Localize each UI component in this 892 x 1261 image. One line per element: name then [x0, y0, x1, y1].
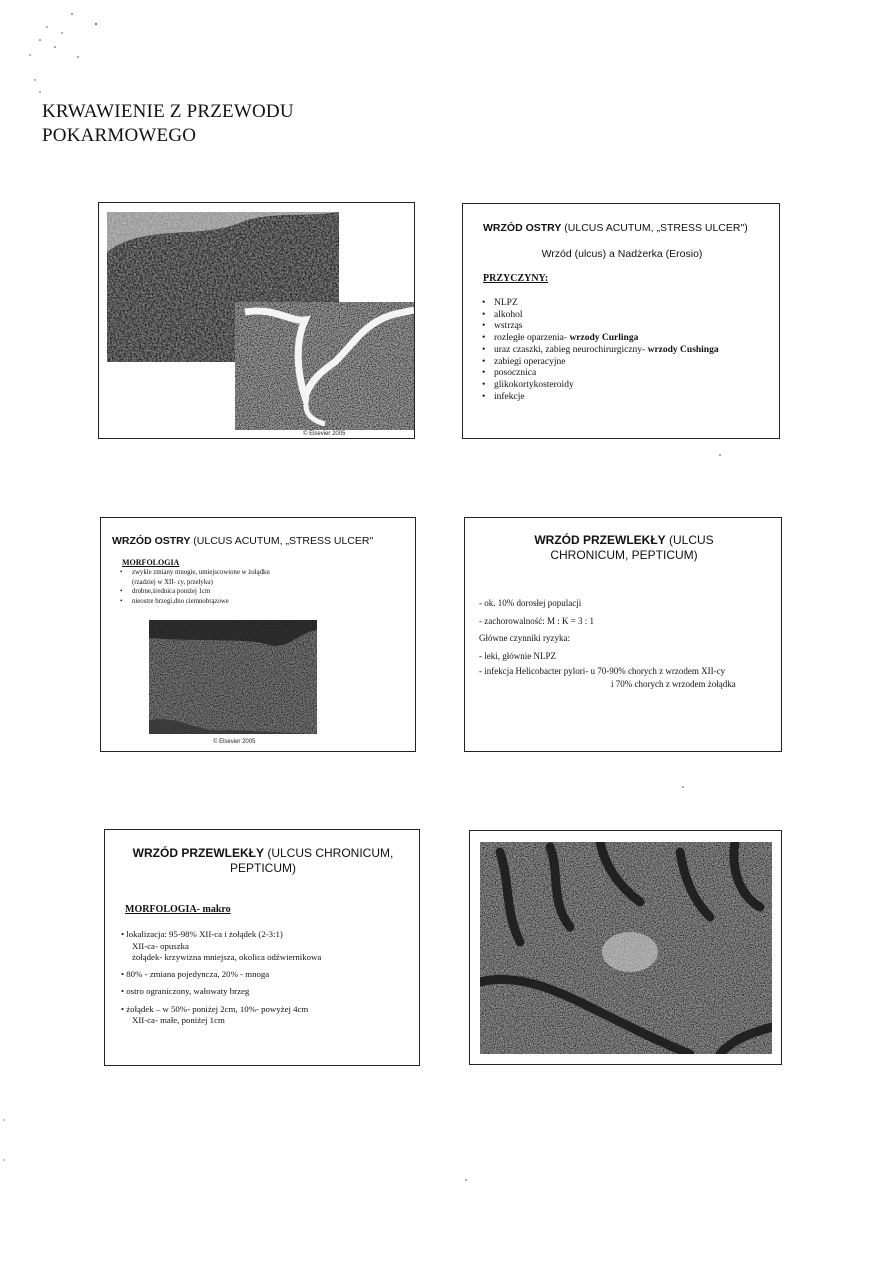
- list-item: [118, 597, 270, 607]
- slide-4-line3: Główne czynniki ryzyka:: [479, 633, 570, 643]
- list-item-text: posocznica: [494, 368, 537, 379]
- list-item-text: nieostre brzegi,dno ciemnobrązowe: [132, 597, 229, 605]
- list-item: [480, 298, 719, 310]
- slide-1-images: [98, 202, 415, 439]
- slide-4-wrzod-przewlekly: [464, 517, 782, 752]
- slide-5-section: MORFOLOGIA- makro: [125, 904, 231, 915]
- slide-3-title: [112, 535, 373, 547]
- list-item-text: rozległe oparzenia-: [494, 333, 570, 344]
- list-item: [480, 357, 719, 369]
- list-item: [480, 321, 719, 333]
- slide-3-title-bold: WRZÓD OSTRY: [112, 535, 191, 547]
- slide-5-title-bold: WRZÓD PRZEWLEKŁY: [132, 846, 264, 860]
- list-item: [118, 587, 270, 597]
- list-item-text: drobne,średnica poniżej 1cm: [132, 588, 211, 595]
- ulcer-photo: [480, 842, 772, 1054]
- slide-2-section: PRZYCZYNY:: [483, 273, 549, 284]
- slide-6-image: [469, 830, 782, 1065]
- slide-4-line5: - infekcja Helicobacter pylori- u 70-90% chorych z wrzodem XII-cy: [479, 666, 726, 676]
- list-item-text: NLPZ: [494, 298, 518, 308]
- list-item-text: (rzadziej w XII- cy, przełyku): [132, 578, 213, 586]
- histology-image-2: [235, 302, 414, 430]
- list-item-bold-text: wrzody Cushinga: [647, 344, 719, 355]
- slide-5-line5: • ostro ograniczony, wałowaty brzeg: [121, 986, 250, 996]
- slide-5-title-rest1: (ULCUS CHRONICUM,: [267, 846, 394, 860]
- slide-5-content: [121, 929, 321, 1027]
- list-item-bold-text: wrzody Curlinga: [569, 333, 639, 344]
- slide-5-title-rest2: PEPTICUM): [230, 861, 296, 875]
- list-item: [480, 345, 719, 357]
- list-item-text: uraz czaszki, zabieg neurochirurgiczny-: [494, 344, 648, 355]
- slide-2-title-bold: WRZÓD OSTRY: [483, 222, 562, 234]
- slide-2-wrzod-ostry: [462, 203, 780, 439]
- slide-3-list: [118, 568, 270, 606]
- slide-4-title-rest2: CHRONICUM, PEPTICUM): [550, 547, 698, 562]
- page-title: [42, 100, 294, 148]
- list-item: [480, 368, 719, 380]
- slide-5-line2: XII-ca- opuszka: [132, 940, 189, 951]
- slide-5-line3: żołądek- krzywizna mniejsza, okolica odźwiernikowa: [132, 952, 322, 962]
- slide-2-title: [483, 222, 748, 234]
- list-item: [480, 333, 719, 345]
- slide-4-line1: - ok. 10% dorosłej populacji: [479, 598, 582, 608]
- slide-5-line1: • lokalizacja: 95-98% XII-ca i żołądek (2-3:1): [121, 929, 283, 939]
- list-item: [118, 568, 270, 587]
- list-item-text: wstrząs: [494, 321, 523, 332]
- list-item-text: infekcje: [494, 391, 525, 402]
- slide-4-title-bold: WRZÓD PRZEWLEKŁY: [534, 533, 666, 547]
- list-item-text: zwykle zmiany mnogie, umiejscowione w żołądku: [132, 569, 270, 576]
- slide-2-subtitle: Wrzód (ulcus) a Nadżerka (Erosio): [541, 248, 703, 260]
- list-item-text: glikokortykosteroidy: [494, 379, 574, 390]
- slide-3-caption: © Elsevier 2005: [213, 739, 256, 745]
- slide-3-section: MORFOLOGIA: [122, 558, 180, 567]
- slide-5-line6: • żołądek – w 50%- poniżej 2cm, 10%- powyżej 4cm: [121, 1003, 309, 1014]
- slide-2-causes-list: [480, 298, 719, 403]
- list-item: [480, 392, 719, 404]
- list-item: [480, 380, 719, 392]
- slide-4-line2: - zachorowalność: M : K = 3 : 1: [479, 615, 595, 626]
- slide-5-morfologia-makro: [104, 829, 420, 1066]
- slide-5-line4: • 80% - zmiana pojedyncza, 20% - mnoga: [121, 968, 270, 979]
- page-title-line2: POKARMOWEGO: [42, 125, 197, 146]
- slide-5-title: [105, 846, 421, 876]
- slide-1-caption: © Elsevier 2005: [303, 431, 346, 437]
- ulcer-image: [149, 620, 317, 734]
- slide-4-content: [479, 595, 736, 691]
- slide-4-title: [465, 533, 783, 562]
- list-item-text: alkohol: [494, 309, 523, 320]
- slide-4-line4: - leki, głównie NLPZ: [479, 650, 556, 661]
- list-item-text: zabiegi operacyjne: [494, 356, 566, 367]
- page-title-line1: KRWAWIENIE Z PRZEWODU: [42, 101, 294, 122]
- slide-3-morfologia: [100, 517, 416, 752]
- slide-5-line7: XII-ca- małe, poniżej 1cm: [132, 1015, 225, 1025]
- list-item: [480, 310, 719, 322]
- slide-4-title-rest1: (ULCUS: [669, 533, 714, 547]
- slide-3-title-rest: (ULCUS ACUTUM, „STRESS ULCER": [193, 535, 374, 547]
- slide-2-title-rest: (ULCUS ACUTUM, „STRESS ULCER"): [564, 222, 748, 234]
- slide-4-line6: i 70% chorych z wrzodem żołądka: [611, 679, 736, 689]
